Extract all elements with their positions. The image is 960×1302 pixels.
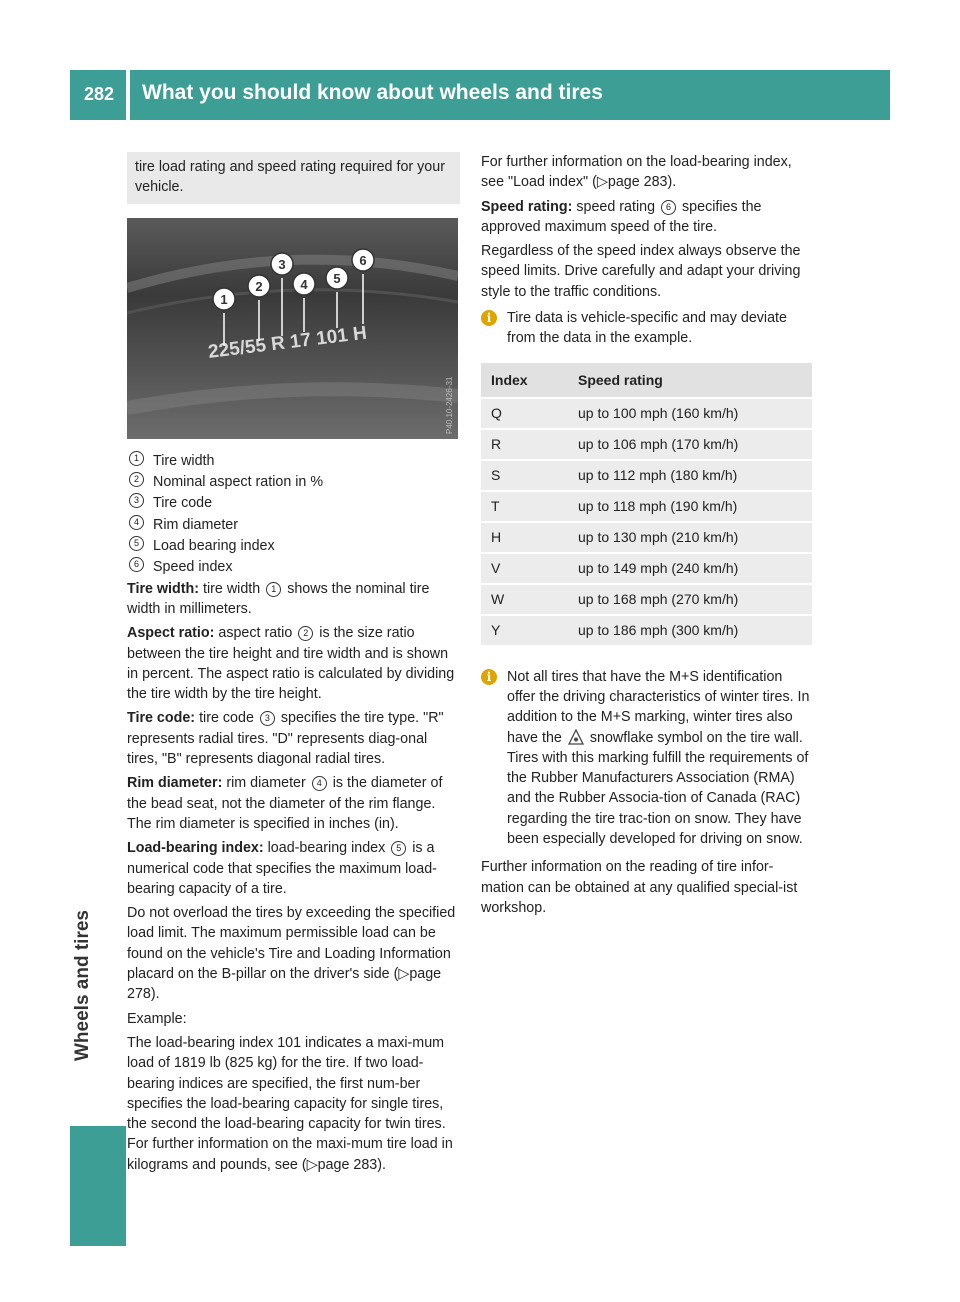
- legend-item: 3 Tire code: [127, 493, 460, 513]
- aspect-ratio-paragraph: Aspect ratio: aspect ratio 2 is the size ratio between the tire height and tire width and is shown in percent. The aspect ratio is calculated by dividing the tire width by the tire height.: [127, 625, 455, 703]
- svg-text:6: 6: [359, 252, 367, 268]
- tire-width-paragraph: Tire width: tire width 1 shows the nominal tire width in millimeters.: [127, 580, 430, 617]
- example-label: Example:: [127, 1010, 187, 1027]
- sidebar: [70, 120, 126, 1118]
- column-header: Speed rating: [568, 363, 812, 398]
- regardless-paragraph: Regardless of the speed index always observe the speed limits. Drive carefully and adapt your driving style to the traffic conditions.: [481, 243, 801, 300]
- legend-item: 4 Rim diameter: [127, 515, 460, 535]
- closing-paragraph: Further information on the reading of tire infor-mation can be obtained at any qualified special-ist workshop.: [481, 859, 798, 916]
- svg-text:1: 1: [220, 291, 228, 307]
- rim-diameter-paragraph: Rim diameter: rim diameter 4 is the diameter of the bead seat, not the diameter of the rim flange. The rim diameter is specified in inches (in).: [127, 775, 443, 832]
- header-divider: [126, 70, 130, 120]
- section-tab: [70, 1126, 126, 1246]
- tire-marking: 225/55 R 17 101 H: [207, 322, 368, 363]
- info-icon: i: [481, 310, 497, 326]
- snowflake-mountain-icon: [568, 729, 584, 745]
- table-row: R up to 106 mph (170 km/h): [481, 429, 812, 460]
- speed-rating-paragraph: Speed rating: speed rating 6 specifies the approved maximum speed of the tire.: [481, 198, 762, 235]
- svg-text:3: 3: [278, 256, 286, 272]
- callout-number: 6: [661, 200, 676, 215]
- note-winter-tires: i Not all tires that have the M+S identification offer the driving characteristics of winter tires. In addition to the M+S marking, winter tires also have the snowflake symbol on the tire wall. Tires with this marking fulfill the requirements of the Rubber Manufacturers Association (RMA) and the Rubber Associa-tion of Canada (RAC) regarding the tire trac-tion on snow. They have been especially developed for driving on snow.: [481, 667, 812, 850]
- callout-number: 2: [298, 626, 313, 641]
- triangle-right-icon: ▷: [398, 966, 410, 983]
- page-number: 282: [84, 84, 115, 104]
- tire-sidewall-image: [127, 218, 458, 439]
- callout-number: 4: [129, 515, 144, 530]
- image-code: P40.10-2426-31: [445, 376, 454, 434]
- callout-number: 1: [266, 582, 281, 597]
- legend-item: 5 Load bearing index: [127, 536, 460, 556]
- load-index-paragraph: Load-bearing index: load-bearing index 5 is a numerical code that specifies the maximum load-bearing capacity of a tire.: [127, 840, 437, 897]
- legend-item: 2 Nominal aspect ration in %: [127, 472, 460, 492]
- legend-item: 1 Tire width: [127, 451, 460, 471]
- callout-number: 4: [312, 776, 327, 791]
- page-reference[interactable]: page 283).: [607, 174, 677, 191]
- tire-code-paragraph: Tire code: tire code 3 specifies the tire type. "R" represents radial tires. "D" represents diag-onal tires, "B" represents diagonal radial tires.: [127, 710, 444, 768]
- legend: [127, 451, 460, 578]
- callout-number: 3: [129, 493, 144, 508]
- callout-number: 2: [129, 472, 144, 487]
- table-row: W up to 168 mph (270 km/h): [481, 584, 812, 615]
- callout-number: 3: [260, 711, 275, 726]
- section-label: Wheels and tires: [72, 910, 93, 1061]
- page-reference[interactable]: page 283).: [317, 1156, 386, 1173]
- column-header: Index: [481, 363, 568, 398]
- page-header: [70, 70, 890, 120]
- table-row: Q up to 100 mph (160 km/h): [481, 398, 812, 429]
- speed-rating-table: [481, 363, 812, 645]
- left-column: [127, 152, 460, 1179]
- callout-number: 6: [129, 557, 144, 572]
- info-icon: i: [481, 669, 497, 685]
- svg-text:5: 5: [333, 270, 341, 286]
- page-reference[interactable]: page 278).: [127, 966, 442, 1003]
- example-paragraph: The load-bearing index 101 indicates a maxi-mum load of 1819 lb (825 kg) for the tire. If two load-bearing indices are specified, the first num-ber specifies the load-bearing capacity for single tires, the second the load-bearing capacity for twin tires. For further information on the maxi-mum tire load in kilograms and pounds, see (▷page 283).: [127, 1034, 453, 1173]
- page-title: What you should know about wheels and tires: [142, 81, 603, 104]
- triangle-right-icon: ▷: [306, 1156, 318, 1173]
- note-vehicle-specific: i Tire data is vehicle-specific and may deviate from the data in the example.: [481, 308, 812, 349]
- table-header-row: [481, 363, 812, 398]
- further-paragraph: For further information on the load-bearing index, see "Load index" (▷page 283).: [481, 154, 792, 191]
- overload-paragraph: Do not overload the tires by exceeding the specified load limit. The maximum permissible load can be found on the vehicle's Tire and Loading Information placard on the B-pillar on the driver's side (▷page 278).: [127, 905, 456, 1003]
- intro-box: tire load rating and speed rating required for your vehicle.: [127, 152, 460, 204]
- triangle-right-icon: ▷: [596, 174, 608, 191]
- callout-number: 5: [129, 536, 144, 551]
- svg-text:2: 2: [255, 278, 263, 294]
- table-row: V up to 149 mph (240 km/h): [481, 553, 812, 584]
- callout-number: 5: [391, 841, 406, 856]
- callout-number: 1: [129, 451, 144, 466]
- table-row: H up to 130 mph (210 km/h): [481, 522, 812, 553]
- legend-item: 6 Speed index: [127, 557, 460, 577]
- table-row: S up to 112 mph (180 km/h): [481, 460, 812, 491]
- right-column: [481, 152, 812, 922]
- table-row: Y up to 186 mph (300 km/h): [481, 615, 812, 645]
- table-row: T up to 118 mph (190 km/h): [481, 491, 812, 522]
- svg-text:4: 4: [300, 276, 308, 292]
